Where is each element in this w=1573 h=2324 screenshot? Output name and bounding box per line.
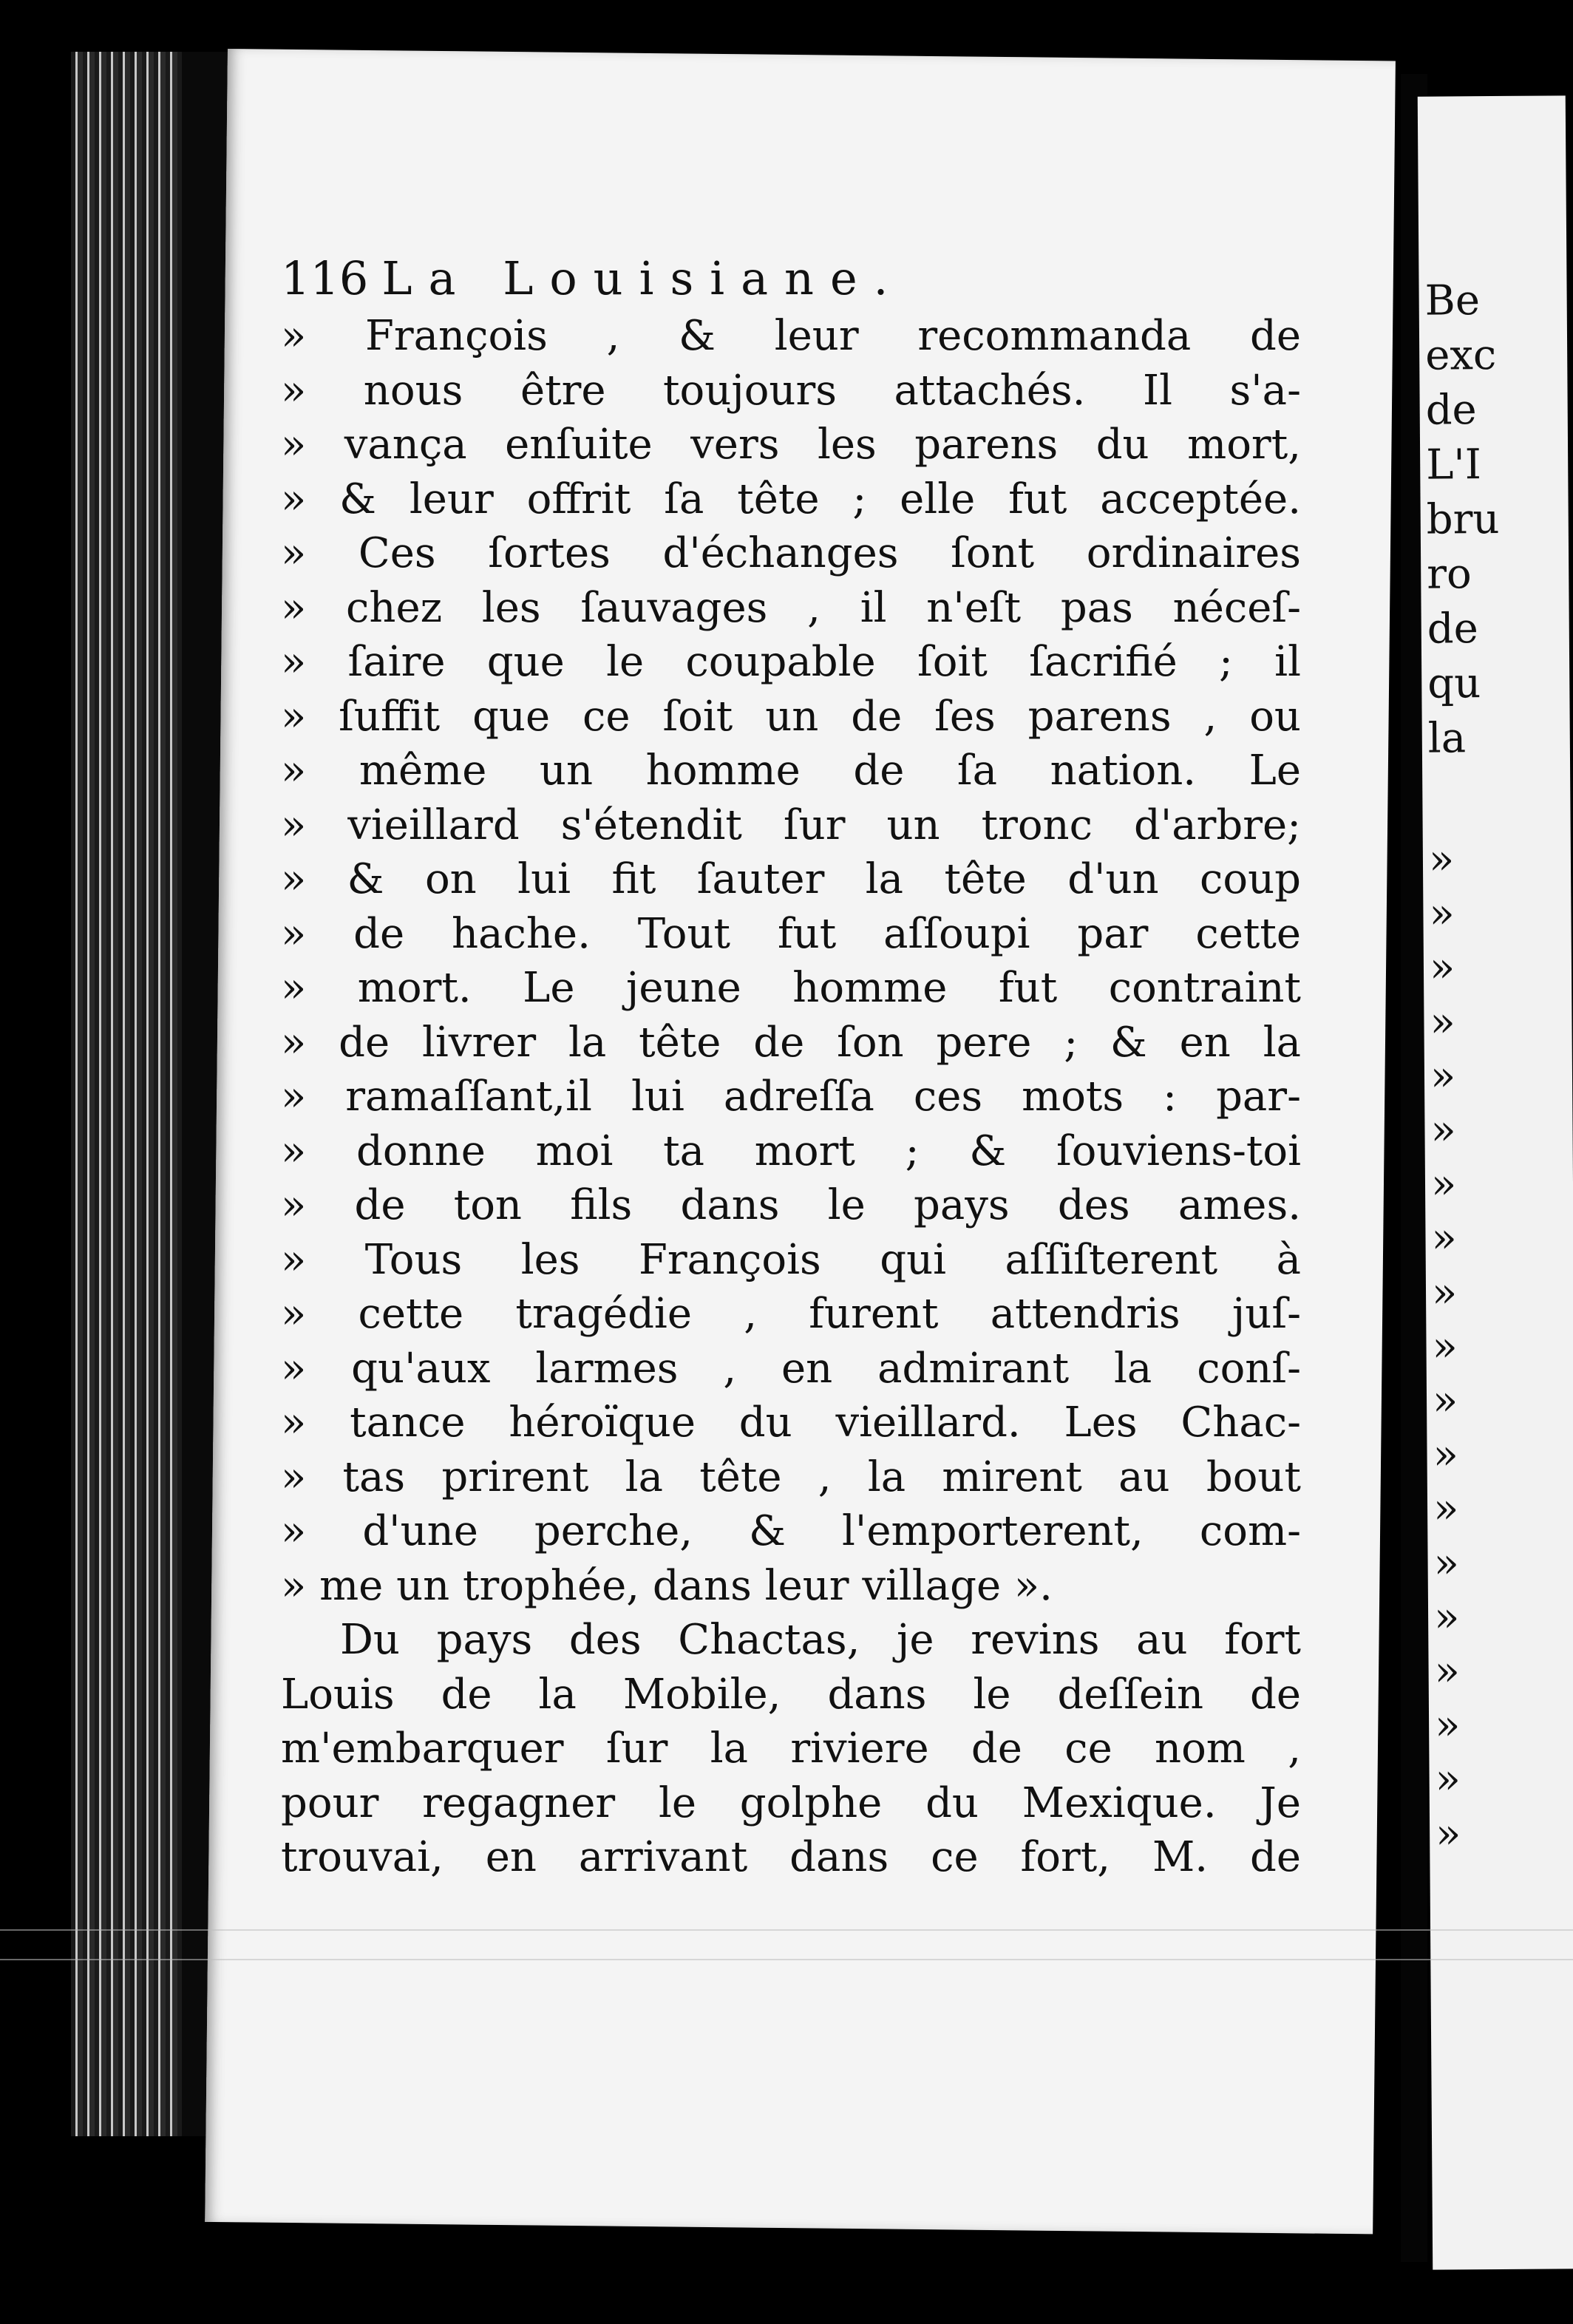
right-page-fragment: exc bbox=[1424, 330, 1497, 380]
right-page-quote-mark: » bbox=[1429, 889, 1455, 938]
right-page-quote-mark: » bbox=[1430, 998, 1455, 1047]
text-line: » tance héroïque du vieillard. Les Chac- bbox=[281, 1399, 1301, 1447]
right-page-text bbox=[1424, 273, 1573, 1861]
right-page-quote-mark: » bbox=[1434, 1647, 1461, 1696]
text-line: » nous être toujours attachés. Il s'a- bbox=[281, 366, 1301, 415]
right-page-fragment: bru bbox=[1426, 495, 1500, 544]
right-page-quote-marks bbox=[1429, 832, 1573, 1861]
text-line: » chez les ſauvages , il n'eſt pas néceſ- bbox=[281, 583, 1301, 632]
right-page-partial bbox=[1418, 95, 1573, 2269]
text-line: Du pays des Chactas, je revins au fort bbox=[340, 1616, 1301, 1664]
right-page-fragment: de bbox=[1425, 386, 1477, 435]
right-page-fragment: L'I bbox=[1425, 441, 1482, 489]
text-line: » vança enſuite vers les parens du mort, bbox=[281, 421, 1301, 469]
text-line: » d'une perche, & l'emporterent, com- bbox=[281, 1507, 1301, 1555]
text-line: » & on lui fit ſauter la tête d'un coup bbox=[281, 855, 1301, 903]
text-line: » donne moi ta mort ; & ſouviens-toi bbox=[281, 1127, 1301, 1175]
right-page-fragment: qu bbox=[1427, 659, 1481, 708]
left-page-text bbox=[281, 251, 1301, 1885]
right-page-quote-mark: » bbox=[1435, 1810, 1461, 1858]
text-line: » & leur offrit ſa tête ; elle fut acceptée. bbox=[281, 475, 1301, 523]
scan-artifact-line bbox=[0, 1959, 1573, 1960]
text-line: » me un trophée, dans leur village ». bbox=[281, 1561, 1053, 1610]
right-page-quote-mark: » bbox=[1434, 1701, 1461, 1750]
text-line: » ramaſſant,il lui adreſſa ces mots : par- bbox=[281, 1073, 1301, 1121]
body-text bbox=[281, 309, 1301, 1613]
right-page-quote-mark: » bbox=[1432, 1376, 1458, 1425]
right-page-quote-mark: » bbox=[1428, 835, 1455, 884]
right-page-fragments bbox=[1424, 273, 1573, 766]
text-line: » Ces ſortes d'échanges ſont ordinaires bbox=[281, 529, 1301, 577]
text-line: » de hache. Tout fut aſſoupi par cette bbox=[281, 909, 1301, 958]
right-page-quote-mark: » bbox=[1431, 1268, 1458, 1317]
right-page-fragment: la bbox=[1427, 714, 1467, 763]
right-page-fragment: de bbox=[1427, 605, 1478, 653]
right-page-quote-mark: » bbox=[1433, 1539, 1460, 1588]
right-page-quote-mark: » bbox=[1430, 1160, 1457, 1209]
right-page-quote-mark: » bbox=[1433, 1430, 1459, 1479]
right-page-quote-mark: » bbox=[1430, 1106, 1456, 1155]
scan-artifact-line bbox=[0, 1929, 1573, 1931]
text-line: » ſuffit que ce ſoit un de ſes parens , ou bbox=[281, 692, 1301, 741]
text-line: » tas prirent la tête , la mirent au bout bbox=[281, 1452, 1301, 1501]
right-page-quote-mark: » bbox=[1435, 1755, 1461, 1804]
right-page-quote-mark: » bbox=[1431, 1214, 1458, 1263]
text-line: Louis de la Mobile, dans le deſſein de bbox=[281, 1670, 1301, 1719]
text-line: pour regagner le golphe du Mexique. Je bbox=[281, 1778, 1301, 1827]
right-page-quote-mark: » bbox=[1430, 1052, 1456, 1101]
paragraph-text bbox=[281, 1613, 1301, 1885]
text-line: » cette tragédie , furent attendris juſ- bbox=[281, 1290, 1301, 1338]
text-line: » de ton fils dans le pays des ames. bbox=[281, 1181, 1301, 1229]
text-line: » ſaire que le coupable ſoit ſacrifié ; il bbox=[281, 638, 1301, 686]
running-head bbox=[281, 251, 1301, 306]
page-number: 116 bbox=[281, 251, 369, 305]
right-page-quote-mark: » bbox=[1433, 1484, 1459, 1534]
running-title: La Louisiane. bbox=[381, 251, 905, 305]
right-page-fragment: Be bbox=[1424, 276, 1481, 325]
text-line: m'embarquer ſur la riviere de ce nom , bbox=[281, 1725, 1301, 1773]
right-page-quote-mark: » bbox=[1429, 943, 1455, 993]
right-page-quote-mark: » bbox=[1432, 1322, 1458, 1371]
right-page-fragment: ro bbox=[1427, 550, 1472, 599]
text-line: » de livrer la tête de ſon pere ; & en la bbox=[281, 1018, 1301, 1067]
text-line: » Tous les François qui aſſiſterent à bbox=[281, 1235, 1301, 1284]
text-line: » mort. Le jeune homme fut contraint bbox=[281, 964, 1301, 1012]
text-line: » vieillard s'étendit ſur un tronc d'arbre; bbox=[281, 801, 1301, 849]
right-page-quote-mark: » bbox=[1433, 1593, 1460, 1642]
text-line: trouvai, en arrivant dans ce fort, M. de bbox=[281, 1833, 1301, 1881]
text-line: » même un homme de ſa nation. Le bbox=[281, 747, 1301, 795]
text-line: » qu'aux larmes , en admirant la conſ- bbox=[281, 1344, 1301, 1393]
text-line: » François , & leur recommanda de bbox=[281, 312, 1301, 360]
